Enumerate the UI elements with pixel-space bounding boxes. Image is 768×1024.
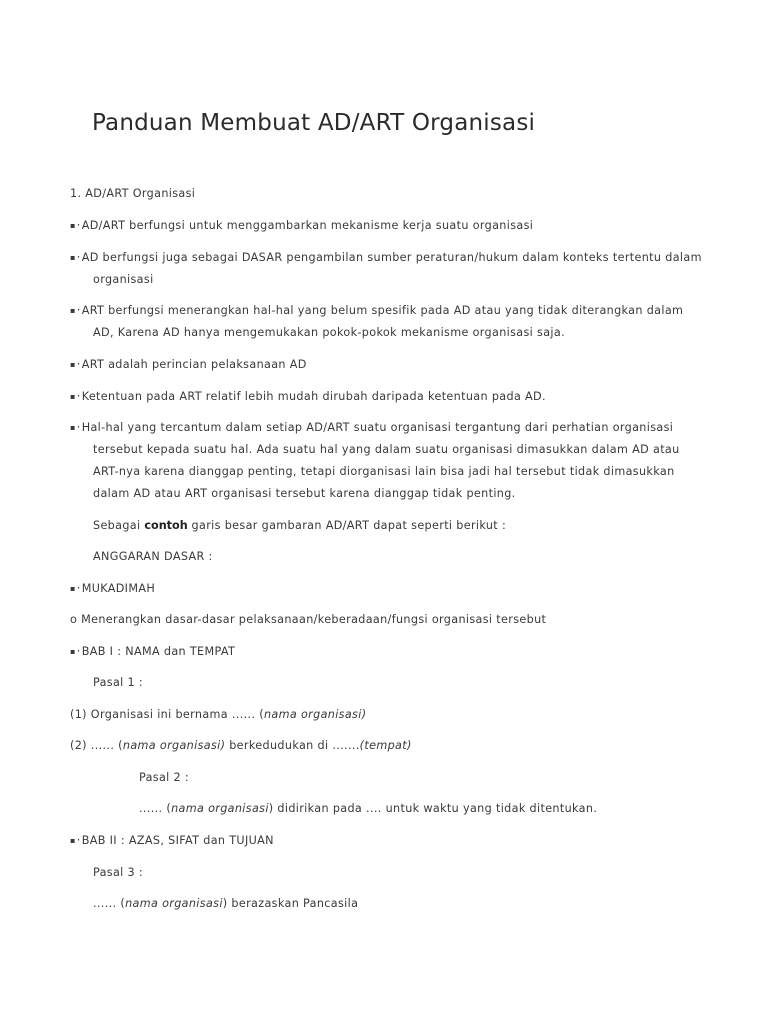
list-item-continuation: organisasi [93, 273, 154, 286]
square-bullet-icon: ▪ [70, 360, 76, 369]
list-item: ▪·AD berfungsi juga sebagai DASAR pengambilan sumber peraturan/hukum dalam konteks tertentu dalam [70, 251, 702, 264]
emphasis-text: contoh [144, 519, 188, 532]
list-item: ▪·ART adalah perincian pelaksanaan AD [70, 358, 307, 371]
list-item: ▪·Hal-hal yang tercantum dalam setiap AD/ART suatu organisasi tergantung dari perhatian organisasi [70, 421, 674, 434]
square-bullet-icon: ▪ [70, 306, 76, 315]
document-title: Panduan Membuat AD/ART Organisasi [92, 110, 536, 136]
pasal-heading: Pasal 3 : [93, 866, 144, 879]
section-heading: 1. AD/ART Organisasi [70, 187, 196, 200]
list-item: ▪·BAB II : AZAS, SIFAT dan TUJUAN [70, 834, 274, 847]
pasal-item: (2) ...... (nama organisasi) berkedudukan di .......(tempat) [70, 739, 412, 752]
square-bullet-icon: ▪ [70, 392, 76, 401]
square-bullet-icon: ▪ [70, 647, 76, 656]
pasal-item: ...... (nama organisasi) berazaskan Pancasila [93, 897, 359, 910]
list-item-continuation: AD, Karena AD hanya mengemukakan pokok-pokok mekanisme organisasi saja. [93, 326, 565, 339]
list-item: ▪·MUKADIMAH [70, 582, 156, 595]
example-paragraph: Sebagai contoh garis besar gambaran AD/ART dapat seperti berikut : [93, 519, 507, 532]
list-item: ▪·AD/ART berfungsi untuk menggambarkan mekanisme kerja suatu organisasi [70, 219, 534, 232]
list-item: ▪·ART berfungsi menerangkan hal-hal yang belum spesifik pada AD atau yang tidak diterangkan dalam [70, 304, 684, 317]
list-item-continuation: ART-nya karena dianggap penting, tetapi diorganisasi lain bisa jadi hal tersebut tidak dimasukkan [93, 465, 675, 478]
list-item-continuation: tersebut kepada suatu hal. Ada suatu hal yang dalam suatu organisasi dimasukkan dalam AD atau [93, 443, 680, 456]
pasal-heading: Pasal 2 : [139, 771, 190, 784]
list-item-continuation: dalam AD atau ART organisasi tersebut karena dianggap tidak penting. [93, 487, 516, 500]
list-item: ▪·BAB I : NAMA dan TEMPAT [70, 645, 236, 658]
pasal-heading: Pasal 1 : [93, 676, 144, 689]
square-bullet-icon: ▪ [70, 221, 76, 230]
square-bullet-icon: ▪ [70, 253, 76, 262]
square-bullet-icon: ▪ [70, 836, 76, 845]
square-bullet-icon: ▪ [70, 584, 76, 593]
pasal-item: (1) Organisasi ini bernama ...... (nama organisasi) [70, 708, 367, 721]
subheading: ANGGARAN DASAR : [93, 550, 213, 563]
list-item: ▪·Ketentuan pada ART relatif lebih mudah dirubah daripada ketentuan pada AD. [70, 390, 546, 403]
pasal-item: ...... (nama organisasi) didirikan pada .... untuk waktu yang tidak ditentukan. [139, 802, 598, 815]
sub-list-item: o Menerangkan dasar-dasar pelaksanaan/keberadaan/fungsi organisasi tersebut [70, 613, 547, 626]
square-bullet-icon: ▪ [70, 423, 76, 432]
